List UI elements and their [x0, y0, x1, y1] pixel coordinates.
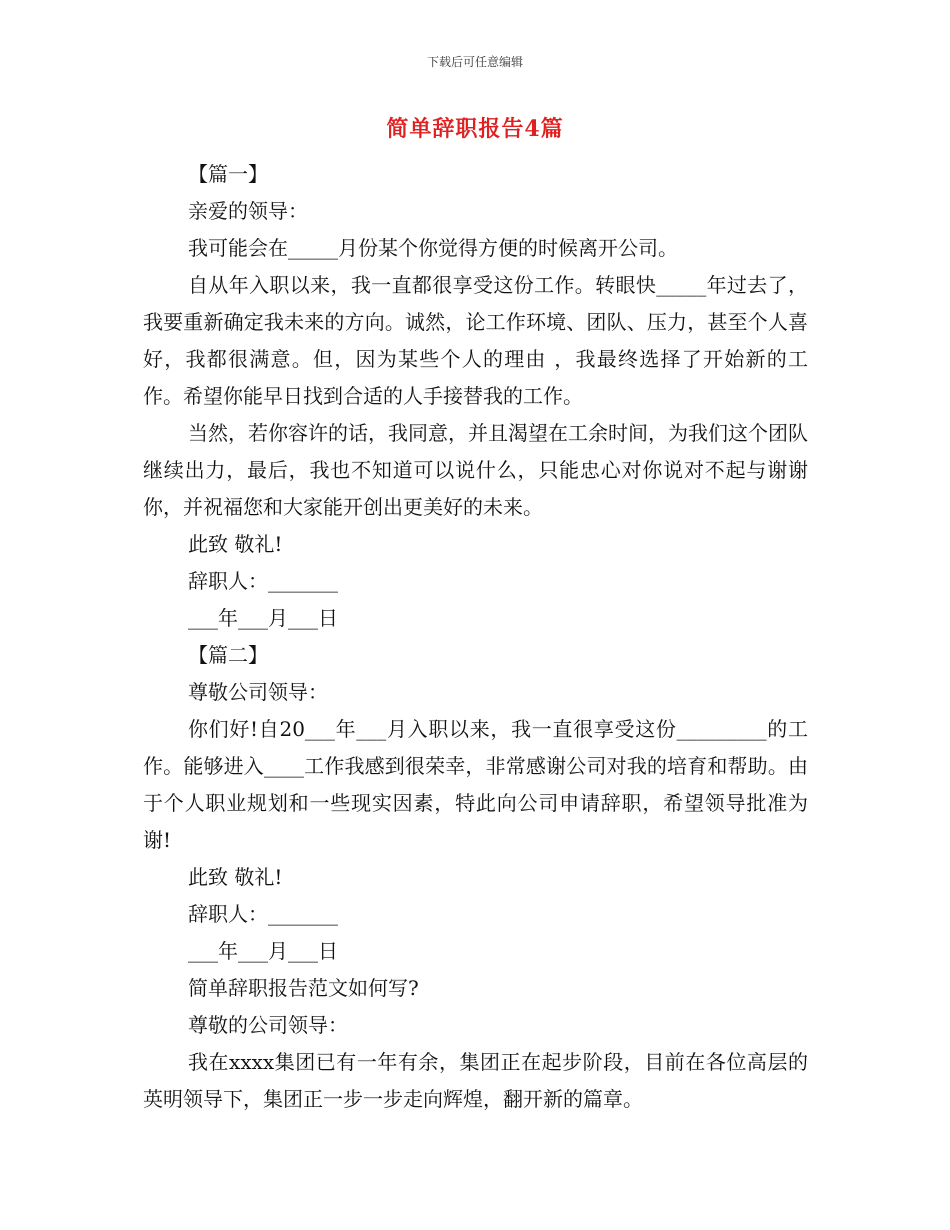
- salutation: 尊敬的公司领导：: [188, 1013, 348, 1037]
- date-line: ___年___月___日: [188, 606, 338, 630]
- section-heading-2: 【篇二】: [188, 643, 268, 667]
- closing: 此致 敬礼!: [188, 532, 283, 556]
- document-title: 简单辞职报告4篇: [386, 116, 564, 142]
- salutation: 尊敬公司领导：: [188, 680, 328, 704]
- document-body: [143, 156, 808, 1118]
- section-heading-1: 【篇一】: [188, 162, 268, 186]
- signature-line: 辞职人：_______: [188, 569, 338, 593]
- subheading: 简单辞职报告范文如何写?: [188, 976, 419, 1000]
- paragraph: 自从年入职以来，我一直都很享受这份工作。转眼快_____年过去了，我要重新确定我未来的方向。诚然，论工作环境、团队、压力，甚至个人喜好，我都很满意。但，因为某些个人的理由 ，我最终选择了开始新的工作。希望你能早日找到合适的人手接替我的工作。: [143, 273, 808, 408]
- paragraph: 我在xxxx集团已有一年有余，集团正在起步阶段，目前在各位高层的英明领导下，集团正一步一步走向辉煌，翻开新的篇章。: [143, 1050, 808, 1111]
- paragraph: 我可能会在_____月份某个你觉得方便的时候离开公司。: [188, 236, 678, 260]
- salutation: 亲爱的领导：: [188, 199, 308, 223]
- signature-line: 辞职人：_______: [188, 902, 338, 926]
- header-note: 下载后可任意编辑: [426, 55, 523, 69]
- paragraph: 当然，若你容许的话，我同意，并且渴望在工余时间，为我们这个团队继续出力，最后，我也不知道可以说什么，只能忠心对你说对不起与谢谢你，并祝福您和大家能开创出更美好的未来。: [143, 421, 808, 519]
- paragraph: 你们好!自20___年___月入职以来，我一直很享受这份_________的工作。能够进入____工作我感到很荣幸，非常感谢公司对我的培育和帮助。由于个人职业规划和一些现实因素，特此向公司申请辞职，希望领导批准为谢!: [143, 717, 808, 852]
- closing: 此致 敬礼!: [188, 865, 283, 889]
- date-line: ___年___月___日: [188, 939, 338, 963]
